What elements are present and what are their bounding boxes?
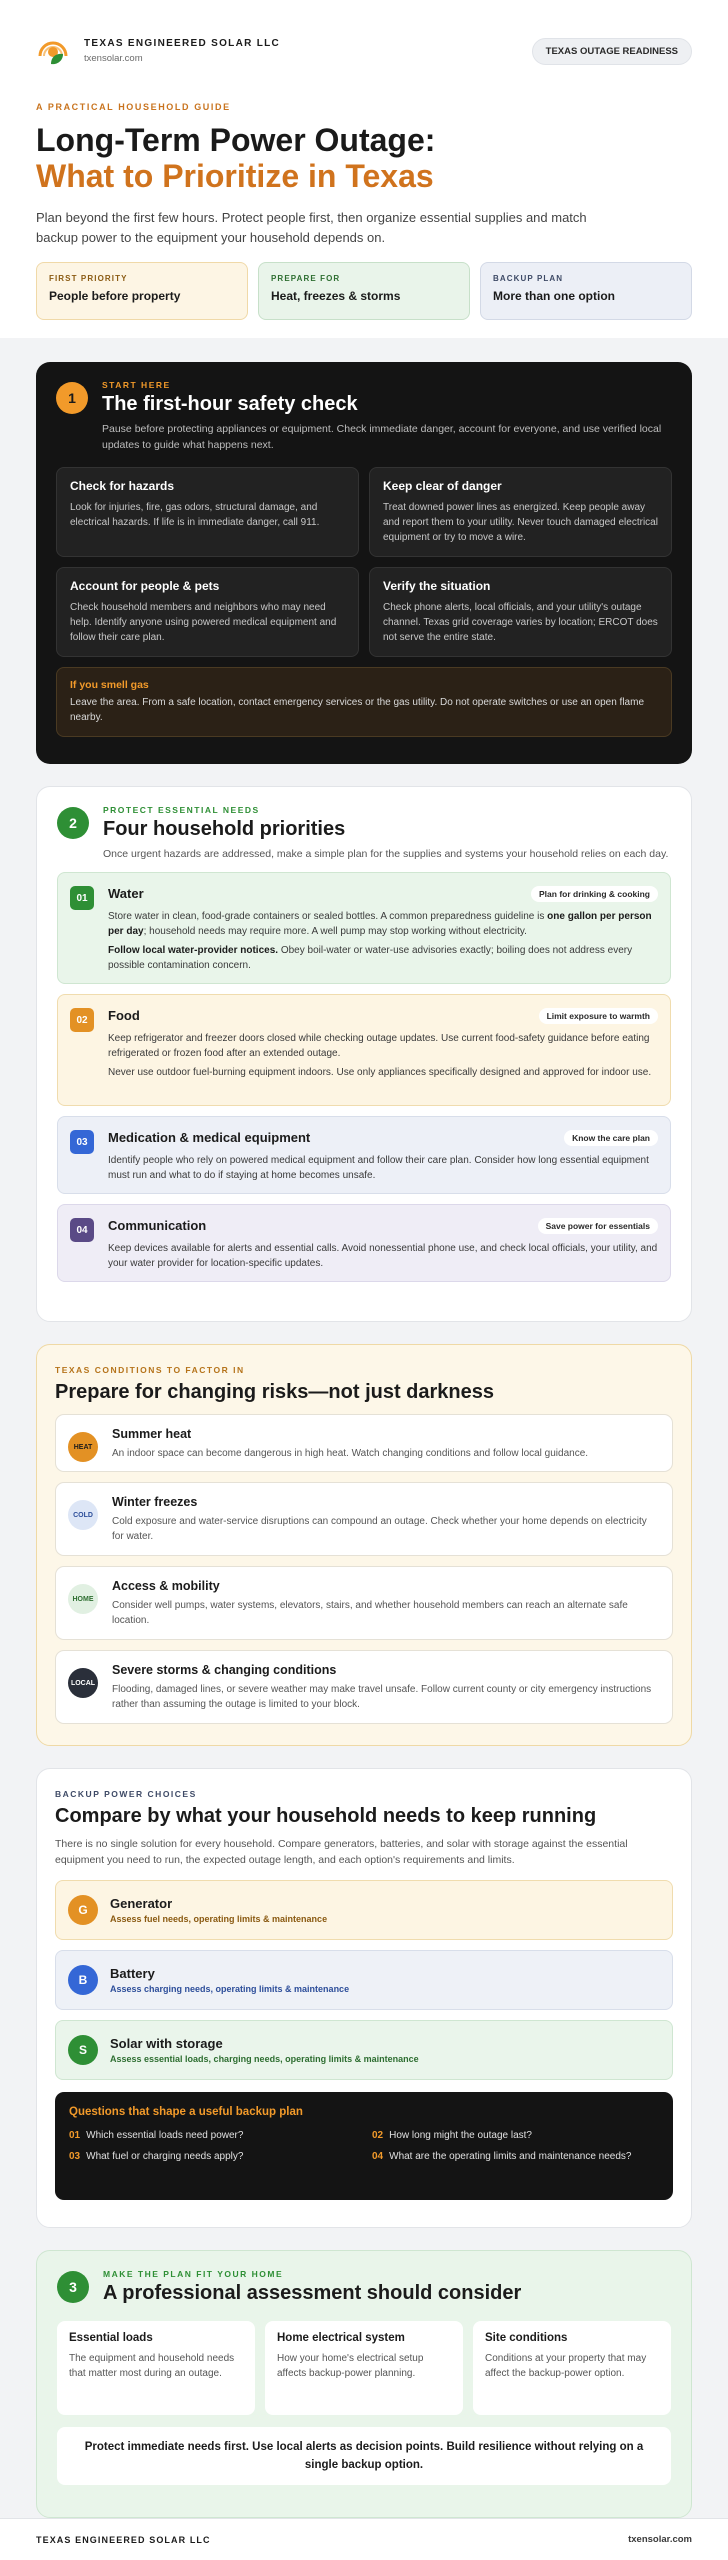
priority-tag: Know the care plan: [564, 1130, 658, 1146]
priority-number: 04: [70, 1218, 94, 1242]
section-header: [57, 805, 671, 862]
solar-icon: S: [68, 2035, 98, 2065]
section-description: Once urgent hazards are addressed, make a simple plan for the supplies and systems your household relies on each day.: [103, 848, 669, 860]
priorities-section: [36, 786, 692, 1322]
outage-readiness-badge: TEXAS OUTAGE READINESS: [532, 38, 692, 65]
battery-icon: B: [68, 1965, 98, 1995]
chip-label: BACKUP PLAN: [493, 274, 564, 283]
page-title-line2: What to Prioritize in Texas: [36, 158, 434, 194]
questions-grid: [69, 2128, 659, 2164]
page-title-line1: Long-Term Power Outage:: [36, 122, 436, 158]
questions-title: Questions that shape a useful backup plan: [69, 2106, 303, 2118]
safety-item-title: Verify the situation: [383, 579, 491, 593]
generator-icon: G: [68, 1895, 98, 1925]
local-icon: LOCAL: [68, 1668, 98, 1698]
cold-icon: COLD: [68, 1500, 98, 1530]
risk-text: Cold exposure and water-service disruptions can compound an outage. Check whether your home depends on electricity for water.: [112, 1516, 647, 1542]
option-solar-storage: [55, 2020, 673, 2080]
footer-url[interactable]: txensolar.com: [628, 2534, 692, 2545]
section-title: A professional assessment should consider: [103, 2282, 522, 2304]
risk-text: Consider well pumps, water systems, elevators, stairs, and whether household members can reach an alternate safe location.: [112, 1600, 628, 1626]
sun-leaf-logo-icon: [36, 34, 70, 68]
risk-text: Flooding, damaged lines, or severe weather may make travel unsafe. Follow current county or city emergency instructions rather than assuming the outage is limited to your block.: [112, 1684, 652, 1710]
footer-brand: TEXAS ENGINEERED SOLAR LLC: [36, 2534, 211, 2545]
assessment-item-electrical: [265, 2321, 463, 2415]
gas-warning-text: Leave the area. From a safe location, contact emergency services or the gas utility. Do not operate switches or use an open flame nearby.: [70, 697, 645, 723]
hero-kicker: A PRACTICAL HOUSEHOLD GUIDE: [36, 102, 231, 112]
priority-number: 03: [70, 1130, 94, 1154]
hero-section: [0, 0, 728, 338]
risk-item-summer-heat: [55, 1414, 673, 1472]
risk-item-winter-freezes: [55, 1482, 673, 1556]
chip-label: FIRST PRIORITY: [49, 274, 128, 283]
main-content: [0, 338, 728, 2518]
safety-item-text: Treat downed power lines as energized. Keep people away and report them to your utility. Never touch damaged electrical equipment or try to move a wire.: [383, 502, 658, 543]
assessment-item-loads: [57, 2321, 255, 2415]
safety-item-text: Look for injuries, fire, gas odors, structural damage, and electrical hazards. If life is in immediate danger, call 911.: [70, 502, 320, 528]
step-number-badge: 3: [57, 2271, 89, 2303]
risk-title: Severe storms & changing conditions: [112, 1663, 337, 1677]
assessment-title: Site conditions: [485, 2332, 568, 2344]
risk-item-severe-storms: [55, 1650, 673, 1724]
page-title: [36, 122, 692, 194]
section-kicker: BACKUP POWER CHOICES: [55, 1789, 197, 1799]
safety-item-danger: [369, 467, 672, 557]
safety-item-text: Check phone alerts, local officials, and your utility's outage channel. Texas grid coverage varies by location; ERCOT does not serve the entire state.: [383, 602, 658, 643]
assessment-section: [36, 2250, 692, 2518]
section-title: The first-hour safety check: [102, 393, 358, 415]
assessment-text: The equipment and household needs that matter most during an outage.: [69, 2353, 235, 2379]
gas-warning-title: If you smell gas: [70, 679, 149, 691]
priority-text: Keep refrigerator and freezer doors closed while checking outage updates. Use current food-safety guidance before eating refrigerated or frozen food after an extended outage.: [108, 1033, 650, 1059]
priority-water: [57, 872, 671, 984]
assessment-title: Essential loads: [69, 2332, 153, 2344]
option-battery: [55, 1950, 673, 2010]
step-number-badge: 2: [57, 807, 89, 839]
priority-text: Identify people who rely on powered medical equipment and follow their care plan. Consider how long essential equipment must run and what to do if staying at home becomes unsafe.: [108, 1155, 649, 1181]
priority-text: Follow local water-provider notices. Obey boil-water or water-use advisories exactly; boiling does not address every possible contamination concern.: [108, 945, 633, 971]
option-subtitle: Assess fuel needs, operating limits & maintenance: [110, 1914, 328, 1924]
question-item: 01 Which essential loads need power?: [69, 2130, 244, 2141]
brand-name: TEXAS ENGINEERED SOLAR LLC: [84, 38, 281, 49]
priority-text: Never use outdoor fuel-burning equipment indoors. Use only appliances specifically designed and approved for indoor use.: [108, 1067, 652, 1078]
priority-title: Food: [108, 1008, 140, 1023]
question-item: 03 What fuel or charging needs apply?: [69, 2151, 244, 2162]
assessment-item-site: [473, 2321, 671, 2415]
safety-items: [56, 467, 672, 657]
priority-title: Water: [108, 886, 144, 901]
assessment-text: Conditions at your property that may affect the backup-power option.: [485, 2353, 647, 2379]
section-kicker: MAKE THE PLAN FIT YOUR HOME: [103, 2269, 284, 2279]
brand[interactable]: [36, 34, 280, 68]
safety-item-title: Keep clear of danger: [383, 479, 502, 493]
risk-title: Summer heat: [112, 1427, 192, 1441]
safety-item-title: Account for people & pets: [70, 579, 220, 593]
assessment-items: [57, 2321, 671, 2415]
risk-title: Access & mobility: [112, 1579, 220, 1593]
priority-tag: Save power for essentials: [538, 1218, 658, 1234]
risk-text: An indoor space can become dangerous in high heat. Watch changing conditions and follow local guidance.: [112, 1448, 589, 1459]
priority-text: Store water in clean, food-grade containers or sealed bottles. A common preparedness guideline is one gallon per person per day; household needs may require more. A well pump may stop working without electricity.: [108, 911, 652, 937]
section-description: Pause before protecting appliances or equipment. Check immediate danger, account for everyone, and use verified local updates to guide what happens next.: [102, 423, 662, 451]
priority-title: Communication: [108, 1218, 207, 1233]
assessment-title: Home electrical system: [277, 2332, 405, 2344]
priority-title: Medication & medical equipment: [108, 1130, 311, 1145]
chip-prepare-for: [258, 262, 470, 320]
risk-title: Winter freezes: [112, 1495, 198, 1509]
section-title: Compare by what your household needs to keep running: [55, 1805, 597, 1827]
section-description: There is no single solution for every household. Compare generators, batteries, and solar with storage against the essential equipment you need to run, the expected outage length, and each option's requirements and limits.: [55, 1838, 628, 1866]
backup-power-section: [36, 1768, 692, 2228]
texas-risks-section: [36, 1344, 692, 1746]
chip-value: People before property: [49, 289, 181, 303]
safety-item-hazards: [56, 467, 359, 557]
priority-number: 01: [70, 886, 94, 910]
assessment-text: How your home's electrical setup affects backup-power planning.: [277, 2353, 424, 2379]
heat-icon: HEAT: [68, 1432, 98, 1462]
priority-tag: Limit exposure to warmth: [539, 1008, 658, 1024]
brand-url[interactable]: txensolar.com: [84, 53, 143, 64]
option-generator: [55, 1880, 673, 1940]
risk-item-access-mobility: [55, 1566, 673, 1640]
question-item: 02 How long might the outage last?: [372, 2130, 532, 2141]
chip-first-priority: [36, 262, 248, 320]
priority-tag: Plan for drinking & cooking: [531, 886, 658, 902]
closing-statement: Protect immediate needs first. Use local alerts as decision points. Build resilience without relying on a single backup option.: [57, 2427, 671, 2485]
chip-value: Heat, freezes & storms: [271, 289, 401, 303]
option-subtitle: Assess charging needs, operating limits & maintenance: [110, 1984, 350, 1994]
section-title: Prepare for changing risks—not just darkness: [55, 1381, 495, 1403]
priority-text: Keep devices available for alerts and essential calls. Avoid nonessential phone use, and check local officials, your utility, and your water provider for location-specific updates.: [108, 1243, 658, 1269]
site-footer: [0, 2518, 728, 2560]
option-title: Battery: [110, 1966, 155, 1981]
safety-check-section: [36, 362, 692, 764]
safety-item-text: Check household members and neighbors who may need help. Identify anyone using powered medical equipment and follow their care plan.: [70, 602, 337, 643]
home-icon: HOME: [68, 1584, 98, 1614]
gas-warning: [56, 667, 672, 737]
priority-communication: [57, 1204, 671, 1282]
step-number-badge: 1: [56, 382, 88, 414]
chip-backup-plan: [480, 262, 692, 320]
safety-item-people-pets: [56, 567, 359, 657]
safety-item-title: Check for hazards: [70, 479, 175, 493]
option-title: Solar with storage: [110, 2036, 223, 2051]
priority-medical: [57, 1116, 671, 1194]
chip-label: PREPARE FOR: [271, 274, 341, 283]
section-kicker: TEXAS CONDITIONS TO FACTOR IN: [55, 1365, 245, 1375]
hero-chips: [36, 262, 692, 320]
chip-value: More than one option: [493, 289, 615, 303]
section-header: [57, 2269, 671, 2305]
section-kicker: START HERE: [102, 380, 171, 390]
hero-lead: Plan beyond the first few hours. Protect people first, then organize essential supplies and match backup power to the equipment your household depends on.: [36, 210, 587, 245]
priority-food: [57, 994, 671, 1106]
section-title: Four household priorities: [103, 818, 346, 840]
section-header: [56, 380, 672, 453]
site-header: [36, 0, 692, 68]
backup-questions: [55, 2092, 673, 2200]
option-title: Generator: [110, 1896, 173, 1911]
section-kicker: PROTECT ESSENTIAL NEEDS: [103, 805, 260, 815]
priority-number: 02: [70, 1008, 94, 1032]
safety-item-verify: [369, 567, 672, 657]
question-item: 04 What are the operating limits and maintenance needs?: [372, 2151, 632, 2162]
option-subtitle: Assess essential loads, charging needs, operating limits & maintenance: [110, 2054, 419, 2064]
